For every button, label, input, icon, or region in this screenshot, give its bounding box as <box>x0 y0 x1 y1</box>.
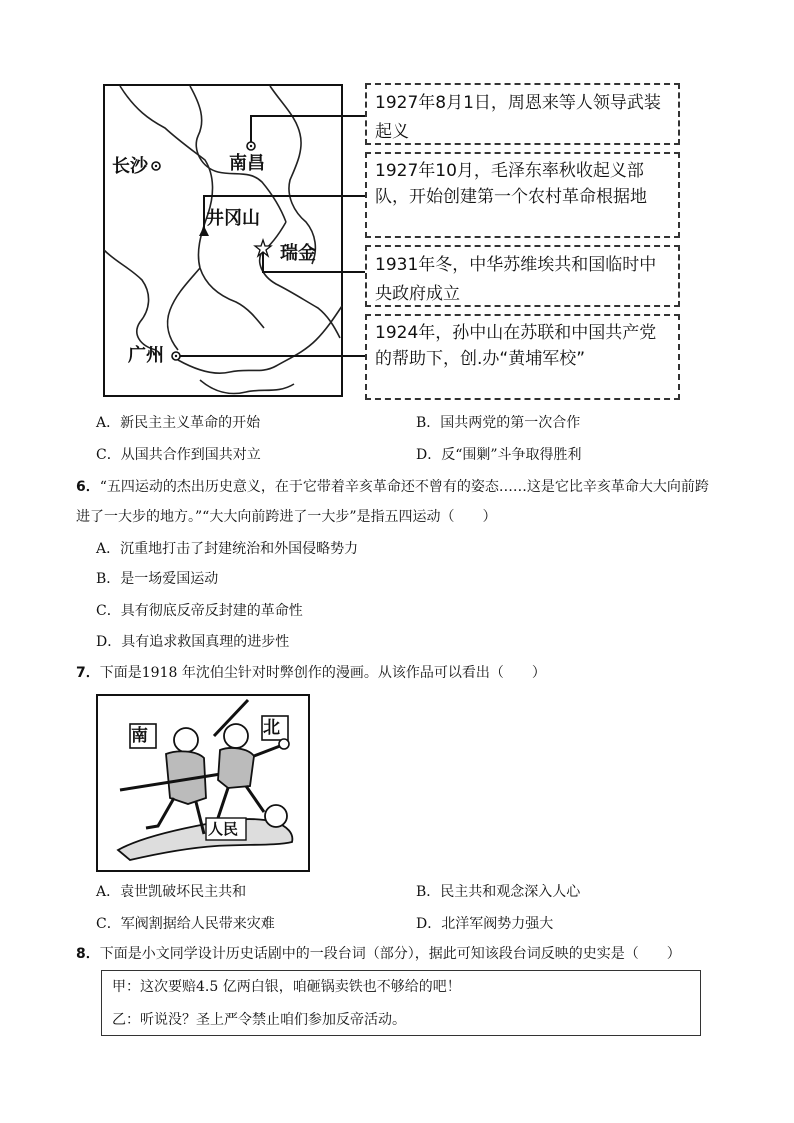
cartoon-people-head <box>265 805 287 827</box>
q5-option-b: B．国共两党的第一次合作 <box>416 415 581 431</box>
q6-option-b: B．是一场爱国运动 <box>96 571 219 587</box>
q6-stem-line1 <box>76 477 709 497</box>
cartoon-north-head <box>224 724 248 748</box>
coastline <box>178 306 342 373</box>
q6-option-c: C．具有彻底反帝反封建的革命性 <box>96 603 303 619</box>
q7-stem-text: 下面是1918 年沈伯尘针对时弊创作的漫画。从该作品可以看出（ ） <box>99 665 546 681</box>
q7-number: 7． <box>76 665 100 681</box>
leader-nanchang <box>251 116 365 146</box>
cartoon-people-body <box>118 819 292 860</box>
q7-option-d: D．北洋军阀势力强大 <box>416 916 554 932</box>
border-line <box>260 222 340 338</box>
coastline <box>200 380 294 394</box>
callout-ruijin: 1931年冬，中华苏维埃共和国临时中央政府成立 <box>365 245 680 307</box>
marker-nanchang-dot <box>250 145 252 147</box>
q6-stem-text: “五四运动的杰出历史意义，在于它带着辛亥革命还不曾有的姿态……这是它比辛亥革命大大向前跨 <box>99 479 709 495</box>
border-line <box>104 250 156 350</box>
cartoon-label-people: 人民 <box>208 820 239 838</box>
q8-line-jia: 甲：这次要赔4.5 亿两白银，咱砸锅卖铁也不够给的吧！ <box>112 979 461 995</box>
q5-option-a: A．新民主主义革命的开始 <box>96 415 261 431</box>
marker-guangzhou-dot <box>175 355 177 357</box>
marker-changsha-dot <box>155 165 157 167</box>
q7-option-c: C．军阀割据给人民带来灾难 <box>96 916 275 932</box>
map-label-guangzhou: 广州 <box>128 345 164 366</box>
q7-option-a: A．袁世凯破坏民主共和 <box>96 884 247 900</box>
q5-option-d: D．反“围剿”斗争取得胜利 <box>416 447 582 463</box>
cartoon-south-head <box>174 728 198 752</box>
cartoon-north-legs <box>218 786 264 818</box>
q8-line-yi: 乙：听说没？圣上严令禁止咱们参加反帝活动。 <box>112 1012 406 1028</box>
map-label-changsha: 长沙 <box>112 156 148 177</box>
map-label-jinggangshan: 井冈山 <box>206 208 260 229</box>
q6-stem-line2: 进了一大步的地方。”“大大向前跨进了一大步”是指五四运动（ ） <box>76 509 497 525</box>
callout-nanchang-uprising: 1927年8月1日，周恩来等人领导武装起义 <box>365 83 680 145</box>
q5-option-c: C．从国共合作到国共对立 <box>96 447 261 463</box>
q6-number: 6． <box>76 479 100 495</box>
q6-option-a: A．沉重地打击了封建统治和外国侵略势力 <box>96 541 359 557</box>
q6-option-d: D．具有追求救国真理的进步性 <box>96 634 290 650</box>
cartoon-north-arm <box>254 746 280 756</box>
cartoon-label-north: 北 <box>263 718 280 738</box>
q8-stem-text: 下面是小文同学设计历史话剧中的一段台词（部分），据此可知该段台词反映的史实是（ ） <box>99 946 681 962</box>
border-line <box>120 86 264 328</box>
q7-option-b: B．民主共和观念深入人心 <box>416 884 581 900</box>
q8-number: 8． <box>76 946 100 962</box>
cartoon-label-south: 南 <box>131 726 148 746</box>
callout-whampoa: 1924年，孙中山在苏联和中国共产党的帮助下，创.办“黄埔军校” <box>365 314 680 400</box>
q8-stem <box>76 944 681 964</box>
cartoon-north-fist <box>279 739 289 749</box>
map-label-nanchang: 南昌 <box>229 153 265 174</box>
callout-jinggangshan: 1927年10月，毛泽东率秋收起义部队，开始创建第一个农村革命根据地 <box>365 152 680 238</box>
border-line <box>168 268 200 350</box>
cartoon-north-body <box>218 748 254 788</box>
map-label-ruijin: 瑞金 <box>280 243 316 264</box>
q7-stem <box>76 663 546 683</box>
